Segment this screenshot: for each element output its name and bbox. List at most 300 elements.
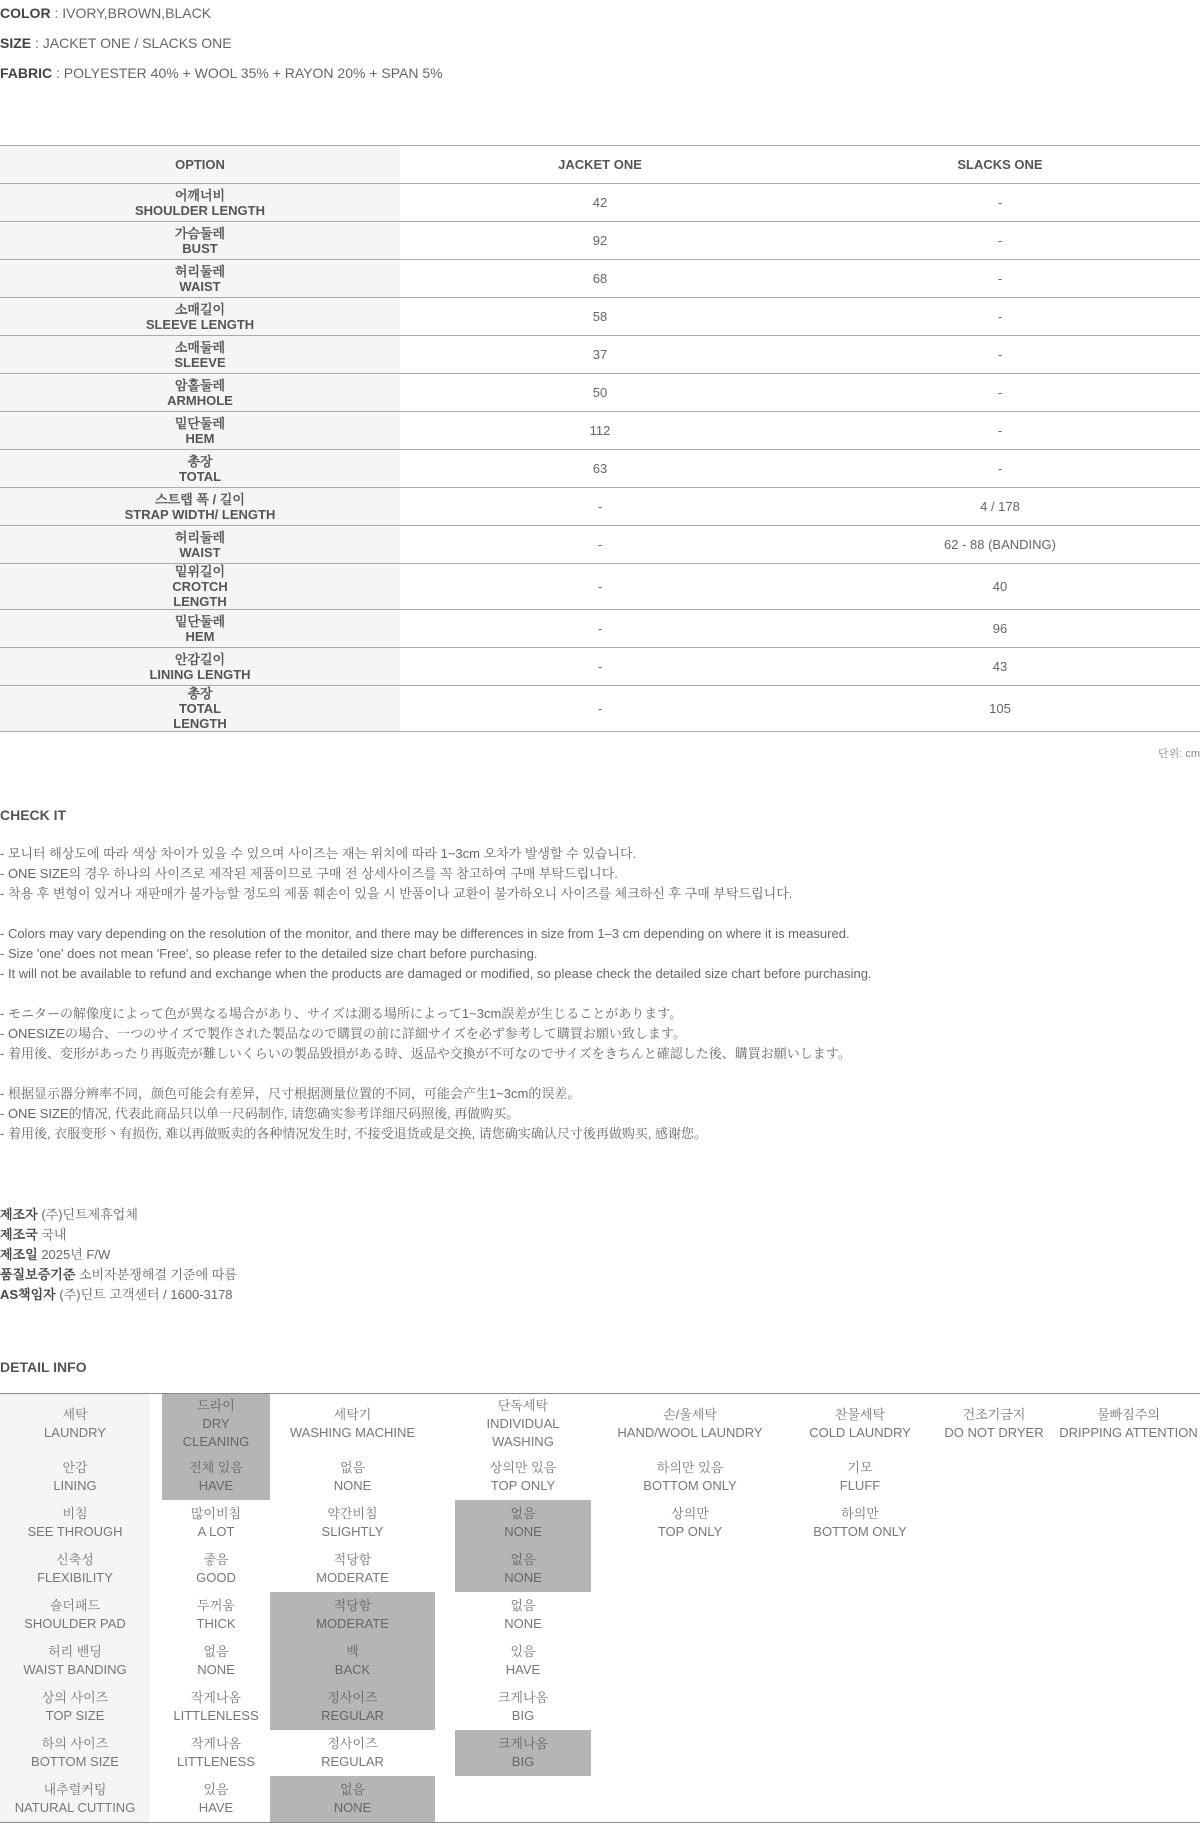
size-jacket-value: - <box>400 488 800 526</box>
size-row <box>0 648 1200 686</box>
label-en: CROTCH LENGTH <box>172 579 228 609</box>
detail-option <box>591 1684 789 1730</box>
size-row-label <box>0 184 400 222</box>
detail-option <box>1057 1776 1200 1822</box>
size-slacks-value: - <box>800 222 1200 260</box>
size-row-label <box>0 564 400 610</box>
option-en: HAVE <box>505 1662 541 1677</box>
detail-label-kr: 비침 <box>62 1506 88 1521</box>
option-kr: 없음 <box>203 1644 229 1659</box>
size-slacks-value: 62 - 88 (BANDING) <box>800 526 1200 564</box>
size-table-body <box>0 184 1200 732</box>
size-jacket-value: 63 <box>400 450 800 488</box>
size-row-label <box>0 260 400 298</box>
maker-key: AS책임자 <box>0 1287 56 1302</box>
maker-value: 국내 <box>41 1227 67 1242</box>
size-row <box>0 298 1200 336</box>
option-en: BOTTOM ONLY <box>813 1524 907 1539</box>
option-kr: 있음 <box>510 1644 536 1659</box>
detail-row <box>0 1638 1200 1684</box>
spec-value: POLYESTER 40% + WOOL 35% + RAYON 20% + SPAN 5% <box>63 65 443 81</box>
option-en: MODERATE <box>316 1570 389 1585</box>
size-jacket-value: - <box>400 648 800 686</box>
label-en: SLEEVE LENGTH <box>145 316 255 332</box>
option-en: MODERATE <box>316 1616 389 1631</box>
detail-option-selected <box>455 1500 591 1546</box>
detail-option <box>162 1730 270 1776</box>
size-jacket-value: - <box>400 564 800 610</box>
option-en: WASHING MACHINE <box>289 1425 416 1440</box>
size-row <box>0 336 1200 374</box>
size-slacks-value: 96 <box>800 610 1200 648</box>
option-kr: 크게나옴 <box>497 1690 549 1705</box>
option-en: TOP ONLY <box>490 1478 556 1493</box>
spec-key: COLOR <box>0 5 51 21</box>
option-en: BOTTOM ONLY <box>643 1478 737 1493</box>
option-en: SLIGHTLY <box>321 1524 384 1539</box>
maker-value: 소비자분쟁해결 기준에 따름 <box>78 1267 237 1282</box>
option-kr: 건조기금지 <box>962 1407 1026 1422</box>
label-en: SLEEVE <box>174 354 226 370</box>
option-kr: 작게나옴 <box>190 1690 242 1705</box>
size-row <box>0 260 1200 298</box>
label-kr: 어깨너비 <box>174 187 226 203</box>
option-kr: 백 <box>346 1644 359 1659</box>
detail-option <box>455 1684 591 1730</box>
option-kr: 없음 <box>510 1598 536 1613</box>
note-line: - It will not be available to refund and exchange when the products are damaged or modified, so please check the detailed size chart before purchasing. <box>0 966 872 981</box>
detail-label-en: SHOULDER PAD <box>24 1616 126 1631</box>
size-row <box>0 222 1200 260</box>
detail-option-selected <box>270 1684 435 1730</box>
note-line: - 着用後、変形があったり再販売が難しいくらいの製品毀損がある時、返品や交換が不可なのでサイズをきちんと確認した後、購買お願いします。 <box>0 1046 851 1061</box>
size-row-label <box>0 450 400 488</box>
option-kr: 정사이즈 <box>327 1736 378 1751</box>
size-row-label <box>0 298 400 336</box>
label-en: TOTAL LENGTH <box>173 701 227 731</box>
detail-label-en: FLEXIBILITY <box>37 1570 113 1585</box>
size-row-label <box>0 526 400 564</box>
detail-option <box>591 1500 789 1546</box>
detail-option-selected <box>270 1638 435 1684</box>
detail-option <box>931 1592 1057 1638</box>
label-kr: 허리둘레 <box>174 529 226 545</box>
maker-value: (주)딘트제휴업체 <box>41 1207 138 1222</box>
detail-option-selected <box>162 1394 270 1454</box>
detail-option <box>162 1684 270 1730</box>
detail-option-selected <box>455 1546 591 1592</box>
size-jacket-value: 68 <box>400 260 800 298</box>
detail-option <box>1057 1394 1200 1454</box>
option-en: BACK <box>334 1662 371 1677</box>
option-kr: 기모 <box>847 1460 873 1475</box>
detail-option <box>789 1454 931 1500</box>
label-en: STRAP WIDTH/ LENGTH <box>124 506 276 522</box>
label-kr: 암홀둘레 <box>174 377 226 393</box>
maker-line <box>0 1245 237 1265</box>
size-jacket-value: 112 <box>400 412 800 450</box>
option-kr: 있음 <box>203 1782 229 1797</box>
size-slacks-value: 105 <box>800 686 1200 732</box>
detail-label-kr: 상의 사이즈 <box>41 1690 109 1705</box>
detail-option-selected <box>270 1592 435 1638</box>
note-line: - 根据显示器分辨率不同，颜色可能会有差异，尺寸根据测量位置的不同，可能会产生1~3cm的误差。 <box>0 1086 581 1101</box>
option-en: HAVE <box>198 1800 234 1815</box>
option-kr: 하의만 <box>841 1506 879 1521</box>
option-en: BIG <box>511 1708 535 1723</box>
detail-option <box>455 1776 591 1822</box>
label-kr: 스트랩 폭 / 길이 <box>155 491 245 507</box>
option-en: NONE <box>197 1662 235 1677</box>
size-table-header <box>0 146 1200 184</box>
detail-option <box>455 1394 591 1454</box>
note-group <box>0 924 1200 984</box>
spec-key: SIZE <box>0 35 32 51</box>
size-row-label <box>0 412 400 450</box>
detail-option <box>789 1730 931 1776</box>
size-table <box>0 145 1200 732</box>
option-kr: 물빠짐주의 <box>1097 1407 1160 1422</box>
size-slacks-value: 40 <box>800 564 1200 610</box>
detail-option <box>162 1546 270 1592</box>
size-slacks-value: - <box>800 412 1200 450</box>
detail-option-selected <box>455 1730 591 1776</box>
option-en: INDIVIDUAL WASHING <box>486 1416 560 1449</box>
size-jacket-value: - <box>400 610 800 648</box>
label-en: BUST <box>182 240 218 256</box>
option-en: COLD LAUNDRY <box>809 1425 911 1440</box>
maker-line <box>0 1225 237 1245</box>
spec-fabric: FABRIC : POLYESTER 40% + WOOL 35% + RAYON 20% + SPAN 5% <box>0 65 443 81</box>
option-kr: 찬물세탁 <box>834 1407 886 1422</box>
size-jacket-value: 50 <box>400 374 800 412</box>
detail-row <box>0 1592 1200 1638</box>
option-kr: 상의만 <box>671 1506 709 1521</box>
detail-label-en: TOP SIZE <box>45 1708 105 1723</box>
option-en: TOP ONLY <box>657 1524 723 1539</box>
detail-row <box>0 1454 1200 1500</box>
maker-key: 제조국 <box>0 1227 38 1242</box>
label-en: HEM <box>185 430 215 446</box>
note-line: - モニターの解像度によって色が異なる場合があり、サイズは測る場所によって1~3cm誤差が生じることがあります。 <box>0 1006 683 1021</box>
detail-option <box>931 1776 1057 1822</box>
size-row <box>0 526 1200 564</box>
detail-option <box>162 1500 270 1546</box>
detail-row-label <box>0 1394 150 1454</box>
detail-label-en: WAIST BANDING <box>23 1662 127 1677</box>
size-row-label <box>0 488 400 526</box>
option-kr: 세탁기 <box>333 1407 372 1422</box>
size-slacks-value: - <box>800 336 1200 374</box>
size-slacks-value: 43 <box>800 648 1200 686</box>
header-option: OPTION <box>0 146 400 184</box>
detail-option <box>591 1776 789 1822</box>
option-en: REGULAR <box>321 1708 384 1723</box>
label-en: SHOULDER LENGTH <box>135 202 265 218</box>
size-jacket-value: 37 <box>400 336 800 374</box>
option-kr: 손/울세탁 <box>663 1407 717 1422</box>
spec-size: SIZE : JACKET ONE / SLACKS ONE <box>0 35 232 51</box>
size-jacket-value: 42 <box>400 184 800 222</box>
detail-option <box>1057 1638 1200 1684</box>
maker-key: 품질보증기준 <box>0 1267 76 1282</box>
header-jacket: JACKET ONE <box>400 146 800 184</box>
option-kr: 상의만 있음 <box>489 1460 557 1475</box>
option-kr: 많이비침 <box>190 1506 242 1521</box>
size-row-label <box>0 222 400 260</box>
detail-option <box>1057 1592 1200 1638</box>
detail-label-en: NATURAL CUTTING <box>14 1800 136 1815</box>
detail-option-selected <box>270 1776 435 1822</box>
detail-option <box>1057 1730 1200 1776</box>
detail-row-label <box>0 1776 150 1822</box>
size-jacket-value: 58 <box>400 298 800 336</box>
option-kr: 적당함 <box>333 1598 372 1613</box>
size-row <box>0 412 1200 450</box>
spec-color: COLOR : IVORY,BROWN,BLACK <box>0 5 212 21</box>
detail-option <box>1057 1454 1200 1500</box>
label-kr: 소매둘레 <box>174 339 226 355</box>
option-en: GOOD <box>196 1570 236 1585</box>
detail-label-kr: 허리 밴딩 <box>48 1644 102 1659</box>
option-kr: 좋음 <box>203 1552 229 1567</box>
option-en: HAND/WOOL LAUNDRY <box>617 1425 763 1440</box>
detail-row-label <box>0 1454 150 1500</box>
maker-key: 제조일 <box>0 1247 38 1262</box>
note-group <box>0 1084 1200 1144</box>
maker-key: 제조자 <box>0 1207 38 1222</box>
label-kr: 총장 <box>187 686 213 701</box>
detail-option <box>931 1730 1057 1776</box>
detail-option <box>931 1684 1057 1730</box>
detail-option <box>789 1776 931 1822</box>
size-slacks-value: - <box>800 184 1200 222</box>
label-en: HEM <box>185 628 215 644</box>
detail-option <box>789 1684 931 1730</box>
detail-info-title: DETAIL INFO <box>0 1359 87 1375</box>
detail-option <box>789 1638 931 1684</box>
size-row-label <box>0 610 400 648</box>
spec-value: IVORY,BROWN,BLACK <box>62 5 212 21</box>
detail-option <box>789 1394 931 1454</box>
detail-row-label <box>0 1730 150 1776</box>
size-row-label <box>0 374 400 412</box>
label-kr: 소매길이 <box>174 301 226 317</box>
size-row-label <box>0 648 400 686</box>
unit-note: 단위: cm <box>1157 748 1200 760</box>
detail-row <box>0 1684 1200 1730</box>
detail-row-label <box>0 1592 150 1638</box>
note-group <box>0 1004 1200 1064</box>
label-en: ARMHOLE <box>167 392 233 408</box>
size-row <box>0 374 1200 412</box>
detail-option <box>162 1638 270 1684</box>
detail-option <box>1057 1500 1200 1546</box>
detail-label-en: LAUNDRY <box>44 1425 106 1440</box>
option-en: A LOT <box>197 1524 235 1539</box>
header-slacks: SLACKS ONE <box>800 146 1200 184</box>
detail-option <box>591 1394 789 1454</box>
maker-line <box>0 1265 237 1285</box>
detail-row-label <box>0 1546 150 1592</box>
option-kr: 정사이즈 <box>327 1690 378 1705</box>
option-kr: 크게나옴 <box>497 1736 549 1751</box>
detail-option <box>931 1454 1057 1500</box>
maker-value: (주)딘트 고객센터 / 1600-3178 <box>59 1287 233 1302</box>
detail-row-label <box>0 1500 150 1546</box>
size-row <box>0 488 1200 526</box>
option-en: NONE <box>504 1524 542 1539</box>
option-kr: 없음 <box>510 1506 536 1521</box>
option-en: DRY CLEANING <box>182 1416 250 1449</box>
option-kr: 없음 <box>339 1460 366 1475</box>
option-kr: 단독세탁 <box>497 1398 549 1413</box>
size-jacket-value: 92 <box>400 222 800 260</box>
size-slacks-value: - <box>800 374 1200 412</box>
check-it-title: CHECK IT <box>0 807 67 823</box>
maker-value: 2025년 F/W <box>41 1247 111 1262</box>
detail-option <box>931 1546 1057 1592</box>
size-slacks-value: 4 / 178 <box>800 488 1200 526</box>
check-it-notes <box>0 844 1200 1164</box>
size-jacket-value: - <box>400 526 800 564</box>
label-kr: 밑단둘레 <box>174 415 226 431</box>
detail-option <box>591 1592 789 1638</box>
detail-option <box>270 1730 435 1776</box>
detail-option <box>162 1592 270 1638</box>
option-en: LITTLENESS <box>176 1754 256 1769</box>
detail-label-en: LINING <box>53 1478 97 1493</box>
option-en: HAVE <box>198 1478 234 1493</box>
detail-option <box>789 1500 931 1546</box>
option-en: THICK <box>196 1616 236 1631</box>
option-en: NONE <box>504 1570 542 1585</box>
size-row <box>0 564 1200 610</box>
note-line: - ONE SIZE的情况, 代表此商品只以单一尺码制作, 请您确实参考详细尺码照後, 再做购买。 <box>0 1106 520 1121</box>
option-kr: 하의만 있음 <box>656 1460 724 1475</box>
option-en: REGULAR <box>321 1754 384 1769</box>
option-en: NONE <box>333 1478 372 1493</box>
detail-label-kr: 안감 <box>62 1460 88 1475</box>
label-en: WAIST <box>179 278 221 294</box>
option-en: NONE <box>333 1800 372 1815</box>
detail-label-en: SEE THROUGH <box>27 1524 123 1539</box>
option-kr: 두꺼움 <box>197 1598 235 1613</box>
option-kr: 드라이 <box>197 1398 235 1413</box>
size-row-label <box>0 686 400 732</box>
note-line: - 着用後, 衣服变形丶有损伤, 难以再做贩卖的各种情况发生时, 不接受退货或是交换, 请您确实确认尺寸後再做购买, 感谢您。 <box>0 1126 708 1141</box>
detail-option <box>270 1546 435 1592</box>
maker-info <box>0 1205 237 1305</box>
detail-option <box>931 1500 1057 1546</box>
detail-option <box>455 1592 591 1638</box>
note-line: - Colors may vary depending on the resolution of the monitor, and there may be differences in size from 1–3 cm depending on where it is measured. <box>0 926 850 941</box>
size-row-label <box>0 336 400 374</box>
detail-label-kr: 하의 사이즈 <box>41 1736 109 1751</box>
detail-option <box>162 1776 270 1822</box>
detail-info-grid <box>0 1393 1200 1823</box>
detail-row <box>0 1730 1200 1776</box>
detail-row <box>0 1500 1200 1546</box>
detail-option-selected <box>162 1454 270 1500</box>
size-row <box>0 610 1200 648</box>
note-group <box>0 844 1200 904</box>
label-kr: 허리둘레 <box>174 263 226 279</box>
option-en: DRIPPING ATTENTION <box>1059 1425 1198 1440</box>
size-slacks-value: - <box>800 298 1200 336</box>
note-line: - 착용 후 변형이 있거나 재판매가 불가능할 정도의 제품 훼손이 있을 시 반품이나 교환이 불가하오니 사이즈를 체크하신 후 구매 부탁드립니다. <box>0 886 793 901</box>
detail-option <box>270 1394 435 1454</box>
detail-row-label <box>0 1684 150 1730</box>
detail-label-kr: 내추럴커팅 <box>43 1782 107 1797</box>
detail-option <box>931 1638 1057 1684</box>
size-slacks-value: - <box>800 260 1200 298</box>
spec-key: FABRIC <box>0 65 53 81</box>
detail-row <box>0 1546 1200 1592</box>
maker-line <box>0 1205 237 1225</box>
detail-option <box>789 1592 931 1638</box>
option-en: LITTLENLESS <box>173 1708 259 1723</box>
detail-label-kr: 신축성 <box>56 1552 94 1567</box>
note-line: - 모니터 해상도에 따라 색상 차이가 있을 수 있으며 사이즈는 재는 위치에 따라 1~3cm 오차가 발생할 수 있습니다. <box>0 846 637 861</box>
detail-label-kr: 세탁 <box>62 1407 88 1422</box>
detail-option <box>455 1638 591 1684</box>
detail-option <box>270 1454 435 1500</box>
label-en: WAIST <box>179 544 221 560</box>
label-kr: 총장 <box>187 453 213 469</box>
detail-option <box>1057 1684 1200 1730</box>
option-kr: 없음 <box>510 1552 536 1567</box>
detail-label-kr: 숄더패드 <box>49 1598 101 1613</box>
option-kr: 전체 있음 <box>189 1460 243 1475</box>
detail-option <box>789 1546 931 1592</box>
detail-option <box>1057 1546 1200 1592</box>
label-en: LINING LENGTH <box>149 666 251 682</box>
detail-option <box>591 1730 789 1776</box>
option-en: DO NOT DRYER <box>944 1425 1044 1440</box>
maker-line <box>0 1285 237 1305</box>
option-en: FLUFF <box>839 1478 881 1493</box>
detail-row <box>0 1394 1200 1454</box>
detail-option <box>931 1394 1057 1454</box>
size-row <box>0 450 1200 488</box>
detail-label-en: BOTTOM SIZE <box>31 1754 119 1769</box>
label-kr: 가슴둘레 <box>174 225 226 241</box>
size-jacket-value: - <box>400 686 800 732</box>
spec-value: JACKET ONE / SLACKS ONE <box>42 35 232 51</box>
detail-row <box>0 1776 1200 1822</box>
detail-option <box>591 1638 789 1684</box>
option-en: NONE <box>504 1616 542 1631</box>
option-en: BIG <box>511 1754 535 1769</box>
label-en: TOTAL <box>178 468 222 484</box>
detail-option <box>591 1454 789 1500</box>
option-kr: 없음 <box>339 1782 366 1797</box>
note-line: - ONE SIZE의 경우 하나의 사이즈로 제작된 제품이므로 구매 전 상세사이즈를 꼭 참고하여 구매 부탁드립니다. <box>0 866 618 881</box>
option-kr: 약간비침 <box>327 1506 378 1521</box>
detail-option <box>270 1500 435 1546</box>
detail-option <box>455 1454 591 1500</box>
label-kr: 밑단둘레 <box>174 613 226 629</box>
detail-row-label <box>0 1638 150 1684</box>
size-row <box>0 184 1200 222</box>
option-kr: 작게나옴 <box>190 1736 242 1751</box>
note-line: - ONESIZEの場合、一つのサイズで製作された製品なので購買の前に詳細サイズを必ず参考して購買お願い致します。 <box>0 1026 686 1041</box>
option-kr: 적당함 <box>333 1552 372 1567</box>
note-line: - Size 'one' does not mean 'Free', so please refer to the detailed size chart before purchasing. <box>0 946 538 961</box>
detail-option <box>591 1546 789 1592</box>
label-kr: 밑위길이 <box>174 564 226 579</box>
